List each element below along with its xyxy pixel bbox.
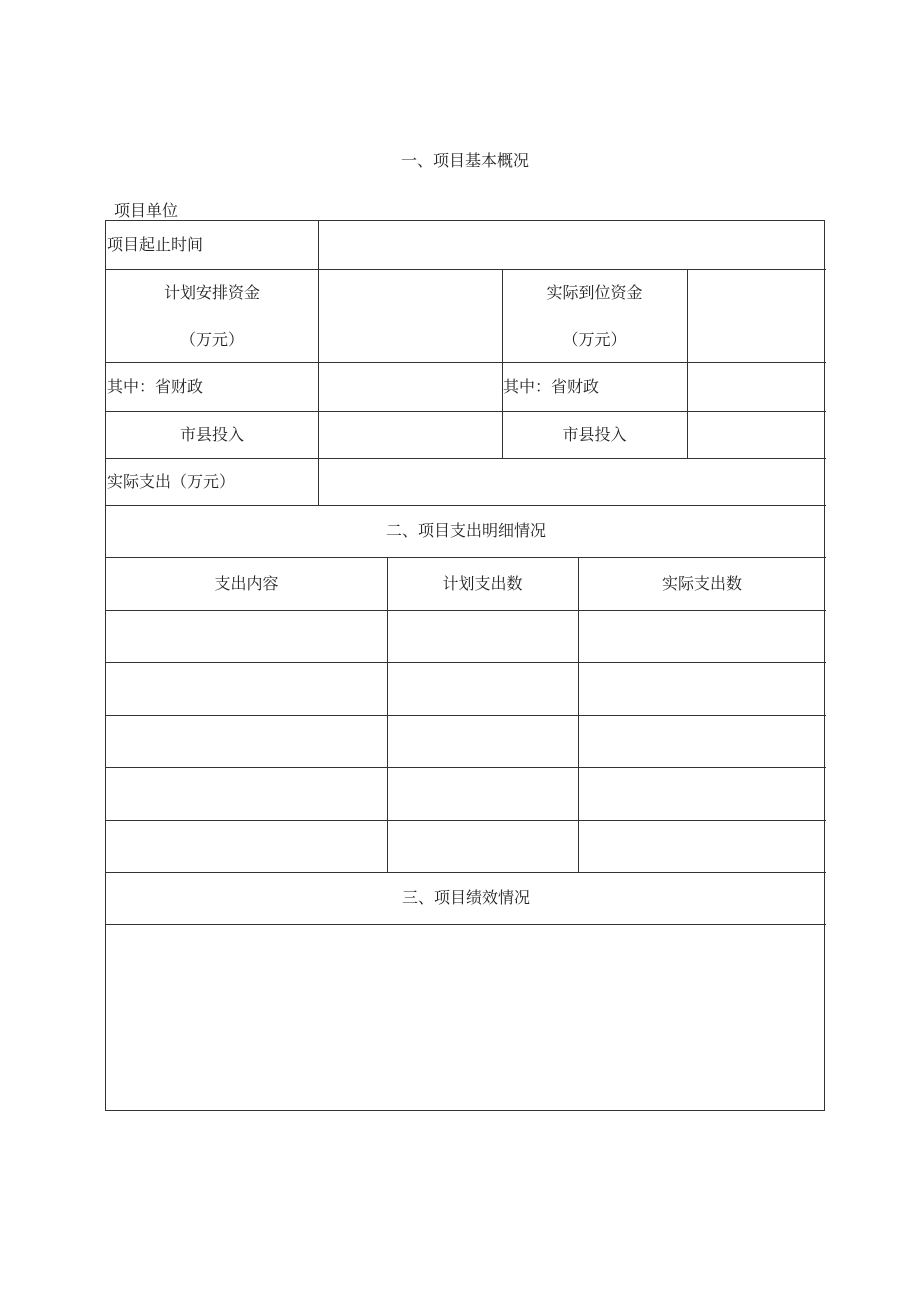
actual-funds-unit: （万元） — [562, 330, 627, 349]
table-row-actual[interactable] — [579, 835, 825, 857]
table-row-content[interactable] — [107, 677, 386, 699]
row-divider — [106, 362, 826, 363]
table-row-content[interactable] — [107, 625, 386, 647]
row-divider — [106, 820, 826, 821]
provincial-funds-left-value[interactable] — [319, 376, 502, 398]
provincial-funds-right-value[interactable] — [688, 376, 825, 398]
city-county-left-value[interactable] — [319, 424, 502, 446]
provincial-funds-left-label: 其中：省财政 — [107, 377, 204, 396]
table-row-actual[interactable] — [579, 782, 825, 804]
row-divider — [106, 767, 826, 768]
row-divider — [106, 557, 826, 558]
table-row-planned[interactable] — [388, 677, 577, 699]
row-divider — [106, 458, 826, 459]
planned-funds-label: 计划安排资金 — [163, 283, 260, 302]
column-divider — [387, 557, 388, 872]
actual-expenditure-value[interactable] — [319, 471, 826, 493]
row-divider — [106, 715, 826, 716]
table-row-content[interactable] — [107, 782, 386, 804]
row-divider — [106, 924, 826, 925]
table-row-planned[interactable] — [388, 730, 577, 752]
column-divider — [318, 221, 319, 505]
table-row-content[interactable] — [107, 730, 386, 752]
page-title: 一、项目基本概况 — [400, 151, 529, 170]
start-end-time-value[interactable] — [319, 235, 826, 255]
city-county-left-label: 市县投入 — [179, 425, 244, 444]
table-row-content[interactable] — [107, 835, 386, 857]
actual-funds-value[interactable] — [688, 281, 825, 351]
project-unit-label: 项目单位 — [114, 201, 179, 220]
column-divider — [578, 557, 579, 872]
planned-funds-unit: （万元） — [179, 330, 244, 349]
project-form-table — [105, 220, 825, 1111]
row-divider — [106, 269, 826, 270]
table-row-planned[interactable] — [388, 835, 577, 857]
city-county-right-label: 市县投入 — [562, 425, 627, 444]
section3-title: 三、项目绩效情况 — [401, 888, 530, 907]
section2-title: 二、项目支出明细情况 — [385, 521, 546, 540]
table-row-planned[interactable] — [388, 625, 577, 647]
table-row-actual[interactable] — [579, 677, 825, 699]
column-header-content: 支出内容 — [214, 574, 279, 593]
column-header-planned: 计划支出数 — [442, 574, 523, 593]
actual-expenditure-label: 实际支出（万元） — [107, 472, 236, 491]
table-row-actual[interactable] — [579, 625, 825, 647]
row-divider — [106, 662, 826, 663]
table-row-planned[interactable] — [388, 782, 577, 804]
actual-funds-label: 实际到位资金 — [546, 283, 643, 302]
row-divider — [106, 872, 826, 873]
performance-content-area[interactable] — [108, 927, 824, 1107]
city-county-right-value[interactable] — [688, 424, 825, 446]
row-divider — [106, 505, 826, 506]
provincial-funds-right-label: 其中：省财政 — [503, 377, 600, 396]
start-end-time-label: 项目起止时间 — [107, 235, 204, 254]
planned-funds-value[interactable] — [319, 281, 502, 351]
column-header-actual: 实际支出数 — [661, 574, 742, 593]
row-divider — [106, 610, 826, 611]
row-divider — [106, 411, 826, 412]
table-row-actual[interactable] — [579, 730, 825, 752]
